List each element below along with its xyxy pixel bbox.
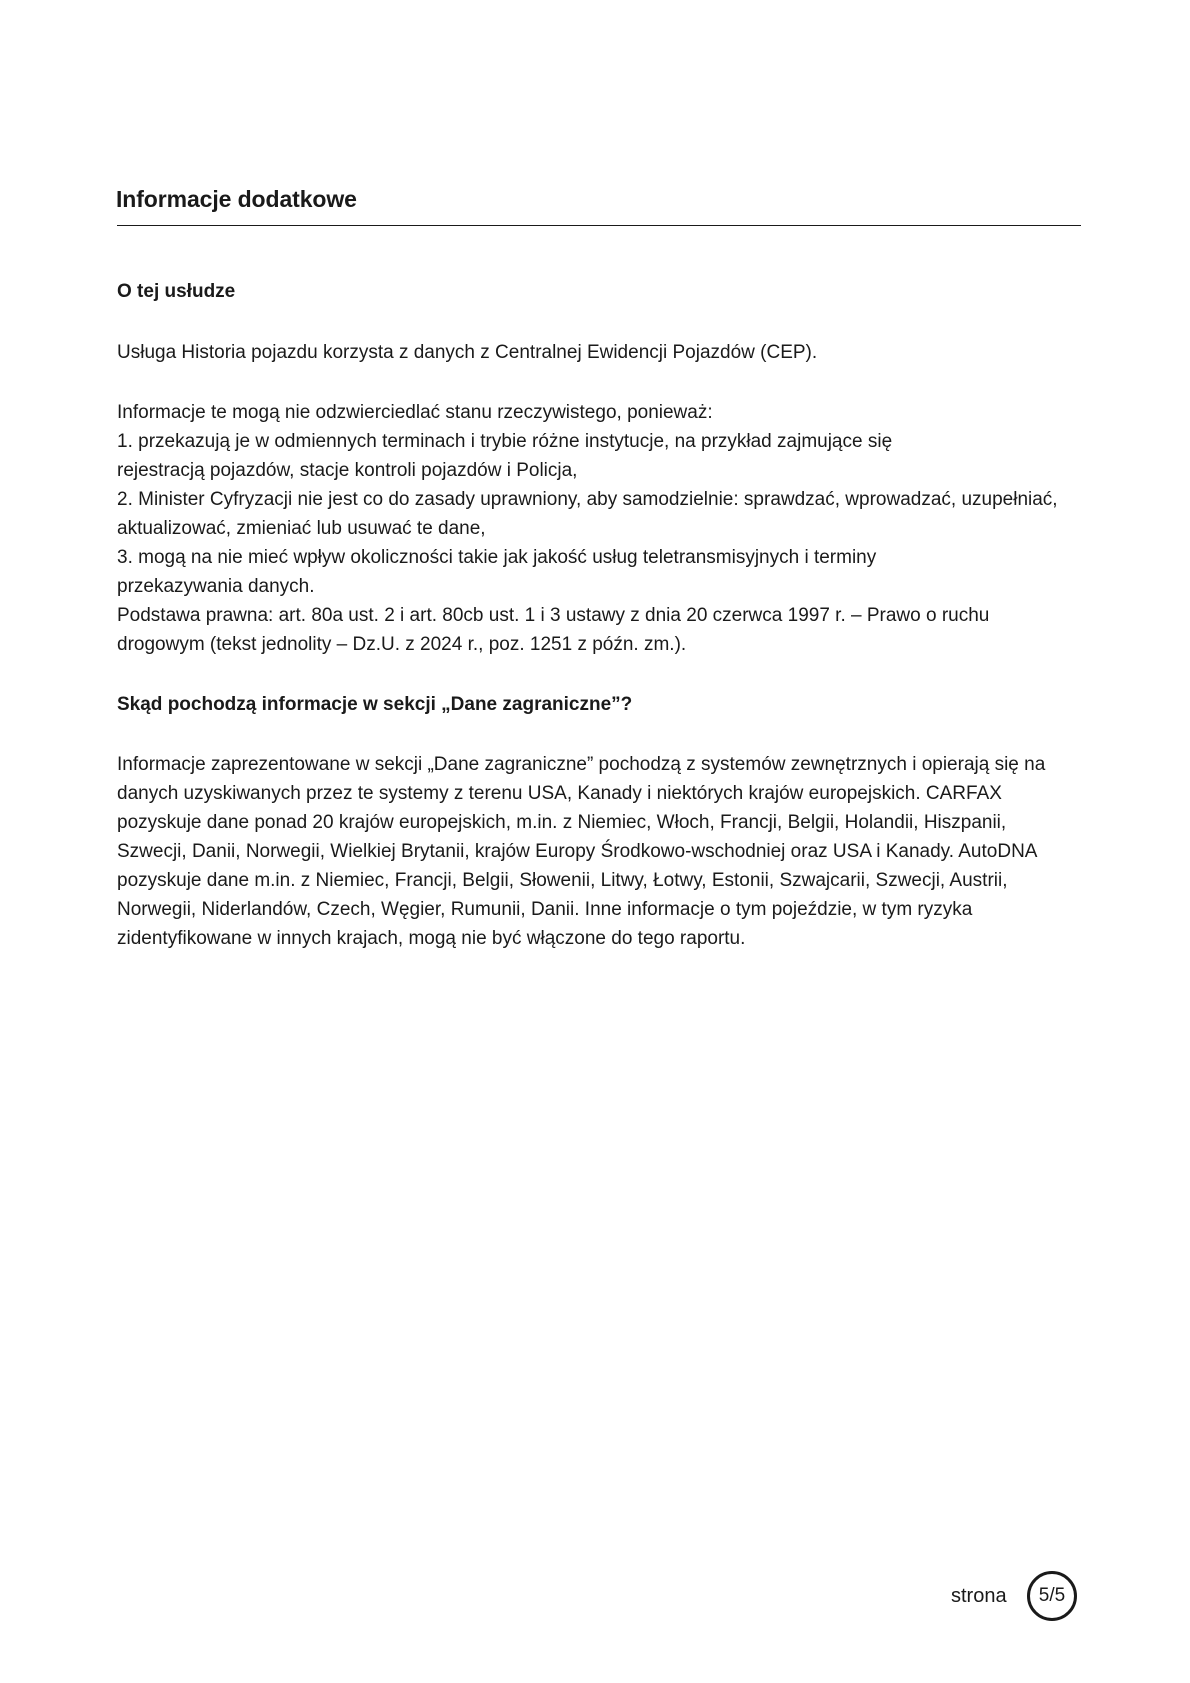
title-divider bbox=[117, 225, 1081, 226]
text-line: Informacje te mogą nie odzwierciedlać stanu rzeczywistego, ponieważ: bbox=[117, 402, 713, 423]
text-line: Informacje zaprezentowane w sekcji „Dane zagraniczne” pochodzą z systemów zewnętrznych i opierają się na bbox=[117, 754, 1046, 775]
text-line: Podstawa prawna: art. 80a ust. 2 i art. 80cb ust. 1 i 3 ustawy z dnia 20 czerwca 1997 r. – Prawo o ruchu bbox=[117, 605, 990, 626]
foreign-data-heading: Skąd pochodzą informacje w sekcji „Dane zagraniczne”? bbox=[117, 694, 633, 715]
text-line: Norwegii, Niderlandów, Czech, Węgier, Rumunii, Danii. Inne informacje o tym pojeździe, w tym ryzyka bbox=[117, 899, 973, 920]
text-line: zidentyfikowane w innych krajach, mogą nie być włączone do tego raportu. bbox=[117, 928, 746, 949]
text-line: przekazywania danych. bbox=[117, 576, 315, 597]
text-line: rejestracją pojazdów, stacje kontroli pojazdów i Policja, bbox=[117, 460, 578, 481]
text-line: Szwecji, Danii, Norwegii, Wielkiej Brytanii, krajów Europy Środkowo-wschodniej oraz USA i Kanady. AutoDNA bbox=[117, 841, 1038, 862]
about-service-heading: O tej usłudze bbox=[117, 281, 236, 302]
text-line: Usługa Historia pojazdu korzysta z danych z Centralnej Ewidencji Pojazdów (CEP). bbox=[117, 342, 818, 363]
page-label: strona bbox=[951, 1585, 1007, 1607]
text-line: danych uzyskiwanych przez te systemy z terenu USA, Kanady i niektórych krajów europejskich. CARFAX bbox=[117, 783, 1002, 804]
text-line: drogowym (tekst jednolity – Dz.U. z 2024 r., poz. 1251 z późn. zm.). bbox=[117, 634, 687, 655]
document-content bbox=[117, 277, 1087, 953]
text-line: pozyskuje dane ponad 20 krajów europejskich, m.in. z Niemiec, Włoch, Francji, Belgii, Holandii, Hiszpanii, bbox=[117, 812, 1007, 833]
section-title: Informacje dodatkowe bbox=[116, 186, 357, 212]
foreign-data-paragraph bbox=[117, 750, 1087, 953]
page-number: 5/5 bbox=[1038, 1585, 1066, 1606]
text-line: 1. przekazują je w odmiennych terminach i trybie różne instytucje, na przykład zajmujące się bbox=[117, 431, 893, 452]
about-details-paragraph bbox=[117, 398, 1087, 659]
about-intro-paragraph bbox=[117, 338, 1087, 367]
text-line: 3. mogą na nie mieć wpływ okoliczności takie jak jakość usług teletransmisyjnych i terminy bbox=[117, 547, 877, 568]
text-line: pozyskuje dane m.in. z Niemiec, Francji, Belgii, Słowenii, Litwy, Łotwy, Estonii, Szwajcarii, Szwecji, Austrii, bbox=[117, 870, 1008, 891]
text-line: aktualizować, zmieniać lub usuwać te dane, bbox=[117, 518, 486, 539]
text-line: 2. Minister Cyfryzacji nie jest co do zasady uprawniony, aby samodzielnie: sprawdzać, wprowadzać, uzupełniać, bbox=[117, 489, 1058, 510]
page-number-badge bbox=[1027, 1571, 1077, 1621]
